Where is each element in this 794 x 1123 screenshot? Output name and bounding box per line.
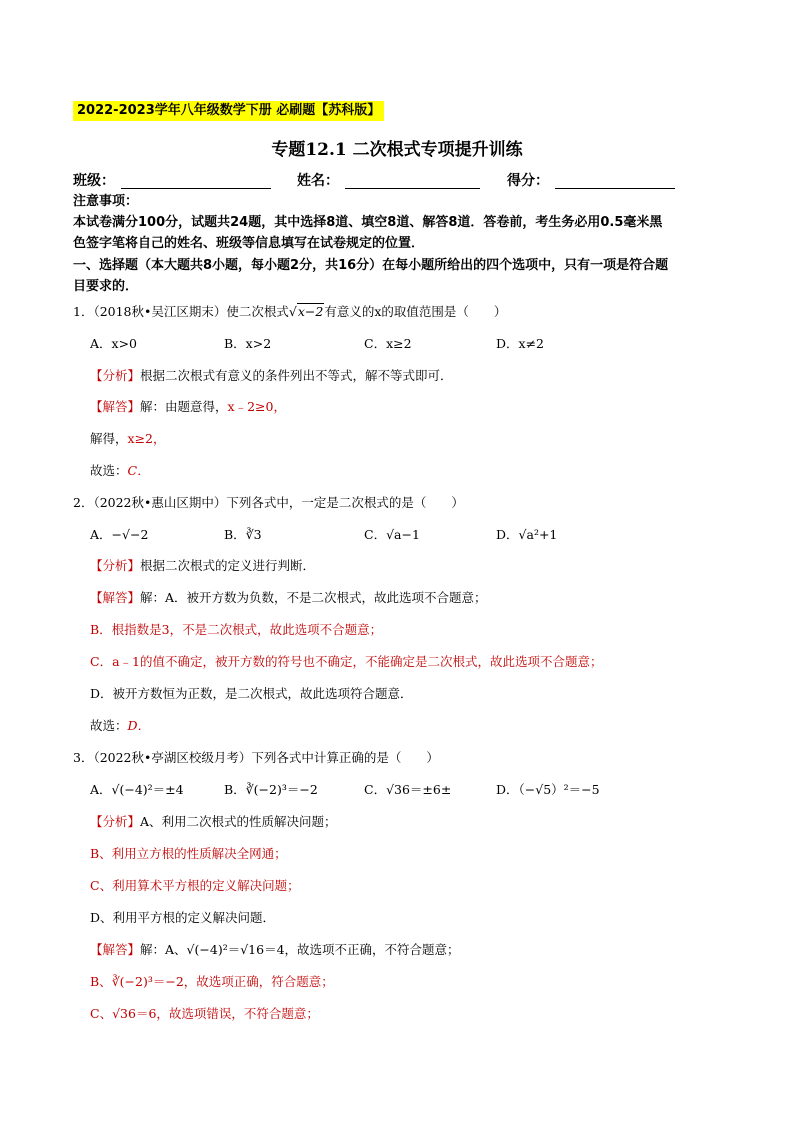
option-c[interactable]: C．x≥2 [364, 336, 412, 351]
option-c[interactable]: C．√a−1 [364, 527, 420, 542]
section-heading: 目要求的． [73, 279, 139, 294]
choice-line: 故选：D． [90, 718, 151, 733]
score-label: 得分： [507, 173, 549, 189]
analysis-line: D、利用平方根的定义解决问题． [90, 910, 276, 925]
option-d[interactable]: D．（−√5）²＝−5 [496, 782, 600, 797]
answer-line: 【解答】解：A、√(−4)²＝√16＝4，故选项不正确，不符合题意； [90, 942, 460, 957]
analysis-line: B、利用立方根的性质解决全网通； [90, 846, 287, 861]
option-b[interactable]: B．∛3 [224, 527, 262, 542]
question-3-stem: 3．（2022秋•亭湖区校级月考）下列各式中计算正确的是（ ） [73, 750, 439, 765]
answer-tag: 【解答】 [90, 399, 141, 414]
option-a[interactable]: A．√(−4)²＝±4 [90, 782, 184, 797]
class-blank[interactable] [121, 188, 271, 189]
answer-line: B、∛(−2)³＝−2，故选项正确，符合题意； [90, 974, 334, 989]
notice-line: 色签字笔将自己的姓名、班级等信息填写在试卷规定的位置． [73, 236, 425, 251]
notice-line: 本试卷满分100分，试题共24题，其中选择8道、填空8道、解答8道．答卷前，考生务必用0.5毫米黑 [73, 215, 663, 230]
section-heading: 一、选择题（本大题共8小题，每小题2分，共16分）在每小题所给出的四个选项中，只有一项是符合题 [73, 258, 669, 273]
answer-line: C．a﹣1的值不确定，被开方数的符号也不确定，不能确定是二次根式，故此选项不合题意； [90, 654, 603, 669]
student-info-row [73, 170, 721, 190]
analysis-line: 【分析】A、利用二次根式的性质解决问题； [90, 814, 337, 829]
answer-line: B．根指数是3，不是二次根式，故此选项不合题意； [90, 622, 383, 637]
option-d[interactable]: D．x≠2 [496, 336, 544, 351]
class-label: 班级： [73, 173, 115, 189]
page-title: 专题12.1 二次根式专项提升训练 [271, 140, 523, 160]
answer-line: 【解答】解：由题意得，x﹣2≥0， [90, 399, 286, 414]
question-1-options [90, 335, 730, 353]
option-b[interactable]: B．x>2 [224, 336, 272, 351]
option-c[interactable]: C．√36＝±6± [364, 782, 452, 797]
option-b[interactable]: B．∛(−2)³＝−2 [224, 782, 318, 797]
name-blank[interactable] [345, 188, 480, 189]
answer-line: 【解答】解：A．被开方数为负数，不是二次根式，故此选项不合题意； [90, 590, 487, 605]
answer-line: 解得，x≥2， [90, 431, 166, 446]
option-a[interactable]: A．−√−2 [90, 527, 149, 542]
option-d[interactable]: D．√a²+1 [496, 527, 558, 542]
question-3-options [90, 781, 730, 799]
notice-heading: 注意事项： [73, 194, 139, 209]
series-banner: 2022-2023学年八年级数学下册 必刷题【苏科版】 [73, 101, 384, 121]
option-a[interactable]: A．x>0 [90, 336, 138, 351]
name-label: 姓名： [297, 173, 339, 189]
score-blank[interactable] [555, 188, 675, 189]
question-2-options [90, 526, 730, 544]
analysis-line: C、利用算术平方根的定义解决问题； [90, 878, 300, 893]
analysis-line: 【分析】根据二次根式的定义进行判断． [90, 558, 316, 573]
question-2-stem: 2．（2022秋•惠山区期中）下列各式中，一定是二次根式的是（ ） [73, 495, 464, 510]
choice-line: 故选：C． [90, 463, 150, 478]
question-1-stem: 1．（2018秋•吴江区期末）使二次根式√x−2有意义的x的取值范围是（ ） [73, 304, 507, 319]
answer-line: C、√36＝6，故选项错误，不符合题意； [90, 1006, 319, 1021]
analysis-line: 【分析】根据二次根式有意义的条件列出不等式，解不等式即可． [90, 368, 453, 383]
analysis-tag: 【分析】 [90, 368, 141, 383]
radicand: x−2 [297, 304, 324, 319]
answer-line: D．被开方数恒为正数，是二次根式，故此选项符合题意． [90, 686, 413, 701]
